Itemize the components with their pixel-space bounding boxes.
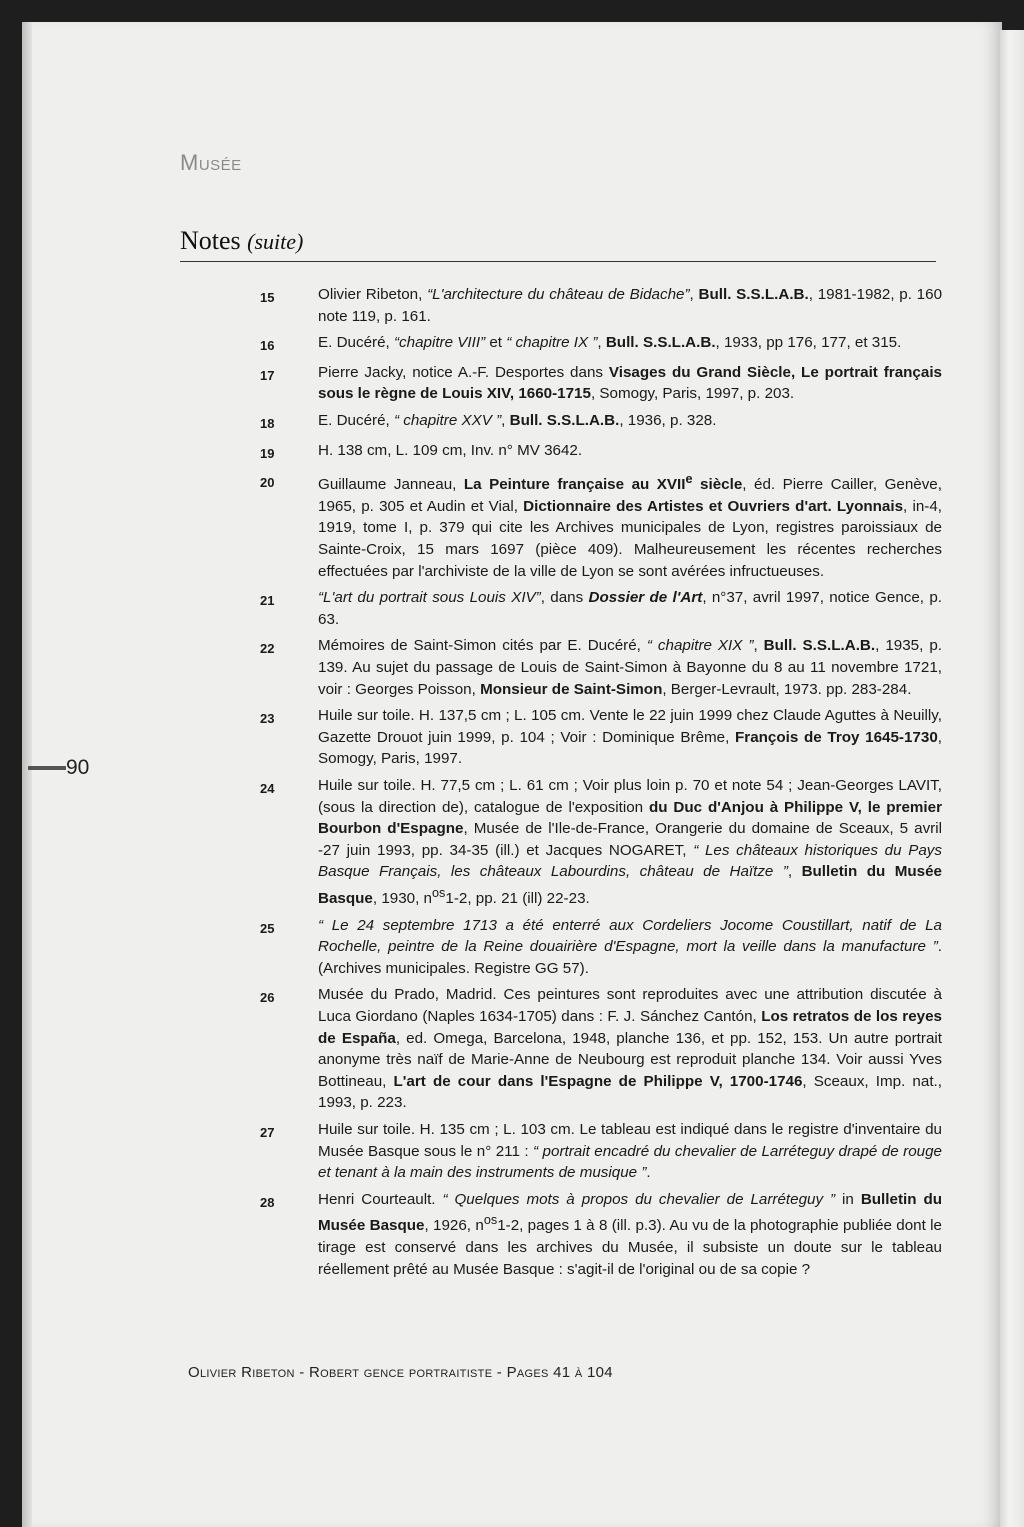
note-item xyxy=(180,1189,942,1280)
note-number: 22 xyxy=(260,641,275,657)
note-number: 24 xyxy=(260,780,275,796)
note-number: 21 xyxy=(260,593,275,609)
note-text: Guillaume Janneau, La Peinture française au XVIIe siècle, éd. Pierre Cailler, Genève, 1965, p. 305 et Audin et Vial, Dictionnaire des Artistes et Ouvriers d'art. Lyonnais, in-4, 1919, tome I, p. 379 qui cite les Archives municipales de Lyon, registres paroissiaux de Sainte-Croix, 15 mars 1697 (pièce 409). Malheureusement les récentes recherches effectuées par l'archiviste de la ville de Lyon se sont avérées infructueuses. xyxy=(318,472,943,580)
notes-title: Notes xyxy=(180,226,241,255)
note-text: Musée du Prado, Madrid. Ces peintures sont reproduites avec une attribution discutée à Luca Giordano (Naples 1634-1705) dans : F. J. Sánchez Cantón, Los retratos de los reyes de España, ed. Omega, Barcelona, 1948, planche 136, et pp. 152, 153. Un autre portrait anonyme très naïf de Marie-Anne de Neubourg est reproduit planche 134. Voir aussi Yves Bottineau, L'art de cour dans l'Espagne de Philippe V, 1700-1746, Sceaux, Imp. nat., 1993, p. 223. xyxy=(318,986,942,1112)
note-text: Huile sur toile. H. 77,5 cm ; L. 61 cm ; Voir plus loin p. 70 et note 54 ; Jean-Georges LAVIT, (sous la direction de), catalogue de l'exposition du Duc d'Anjou à Philippe V, le premier Bourbon d'Espagne, Musée de l'Ile-de-France, Orangerie du domaine de Sceaux, 5 avril -27 juin 1993, pp. 34-35 (ill.) et Jacques NOGARET, “ Les châteaux historiques du Pays Basque Français, les châteaux Labourdins, château de Haïtze ”, Bulletin du Musée Basque, 1930, $n^{os}1-2$, pp. 21 (ill) 22-23. xyxy=(318,776,942,907)
note-item xyxy=(180,362,942,405)
note-number: 19 xyxy=(260,445,275,461)
note-text: Mémoires de Saint-Simon cités par E. Ducéré, “ chapitre XIX ”, Bull. S.S.L.A.B., 1935, p. 139. Au sujet du passage de Louis de Saint-Simon à Bayonne du 8 au 11 novembre 1721, voir : Georges Poisson, Monsieur de Saint-Simon, Berger-Levrault, 1973. pp. 283-284. xyxy=(318,637,942,698)
note-text: Huile sur toile. H. 137,5 cm ; L. 105 cm. Vente le 22 juin 1999 chez Claude Aguttes à Neuilly, Gazette Drouot juin 1999, p. 104 ; Voir : Dominique Brême, François de Troy 1645-1730, Somogy, Paris, 1997. xyxy=(318,707,943,768)
note-number: 17 xyxy=(260,367,275,383)
note-text: E. Ducéré, “chapitre VIII” et “ chapitre IX ”, Bull. S.S.L.A.B., 1933, pp 176, 177, et 315. xyxy=(318,334,902,352)
note-number: 27 xyxy=(260,1124,275,1140)
note-item xyxy=(180,332,942,357)
note-text: H. 138 cm, L. 109 cm, Inv. n° MV 3642. xyxy=(318,441,583,459)
note-item xyxy=(180,915,942,980)
note-text: E. Ducéré, “ chapitre XXV ”, Bull. S.S.L.A.B., 1936, p. 328. xyxy=(318,411,717,429)
note-item xyxy=(180,410,942,435)
note-number: 15 xyxy=(260,290,275,305)
note-item xyxy=(180,775,942,910)
notes-list xyxy=(180,284,942,1285)
note-number: 20 xyxy=(260,475,275,491)
note-item xyxy=(180,984,942,1114)
note-number: 28 xyxy=(260,1194,275,1210)
page-marker xyxy=(28,766,66,770)
note-item xyxy=(180,440,942,465)
note-item xyxy=(180,635,942,700)
notes-suite: (suite) xyxy=(247,229,304,254)
page-number: 90 xyxy=(66,756,90,779)
section-title: Musée xyxy=(180,150,242,175)
page-left-edge xyxy=(22,22,32,1527)
note-text: Pierre Jacky, notice A.-F. Desportes dans Visages du Grand Siècle, Le portrait français sous le règne de Louis XIV, 1660-1715, Somogy, Paris, 1997, p. 203. xyxy=(318,363,942,403)
note-number: 18 xyxy=(260,415,275,431)
note-text: Huile sur toile. H. 135 cm ; L. 103 cm. Le tableau est indiqué dans le registre d'inventaire du Musée Basque sous le n° 211 : “ portrait encadré du chevalier de Larréteguy drapé de rouge et tenant à la main des instruments de musique ”. xyxy=(318,1120,942,1182)
note-number: 25 xyxy=(260,920,275,936)
note-item xyxy=(180,469,942,582)
note-item xyxy=(180,1119,942,1184)
note-number: 23 xyxy=(260,711,275,727)
note-item xyxy=(180,587,942,630)
note-number: 26 xyxy=(260,990,275,1006)
notes-heading xyxy=(180,226,303,256)
note-item xyxy=(180,705,942,770)
running-footer: Olivier Ribeton - Robert gence portraitiste - Pages 41 à 104 xyxy=(188,1364,613,1381)
note-item xyxy=(180,284,942,327)
note-text: Olivier Ribeton, “L'architecture du château de Bidache”, Bull. S.S.L.A.B., 1981-1982, p. 160 note 119, p. 161. xyxy=(318,286,943,325)
note-text: “L'art du portrait sous Louis XIV”, dans Dossier de l'Art, n°37, avril 1997, notice Gence, p. 63. xyxy=(318,589,942,628)
note-text: “ Le 24 septembre 1713 a été enterré aux Cordeliers Jocome Coustillart, natif de La Rochelle, peintre de la Reine douairière d'Espagne, mort la veille dans la manufacture ”. (Archives municipales. Registre GG 57). xyxy=(318,916,942,977)
note-number: 16 xyxy=(260,338,275,354)
page-right-spine xyxy=(1000,30,1024,1527)
note-text: Henri Courteault. “ Quelques mots à propos du chevalier de Larréteguy ” in Bulletin du Musée Basque, 1926, $n^{os}1-2$, pages 1 à 8 (ill. p.3). Au vu de la photographie publiée dont le tirage est conservé dans les archives du Musée, il subsiste un doute sur le tableau réellement prêté au Musée Basque : s'agit-il de l'original ou de sa copie ? xyxy=(318,1190,942,1278)
heading-rule xyxy=(180,261,936,262)
